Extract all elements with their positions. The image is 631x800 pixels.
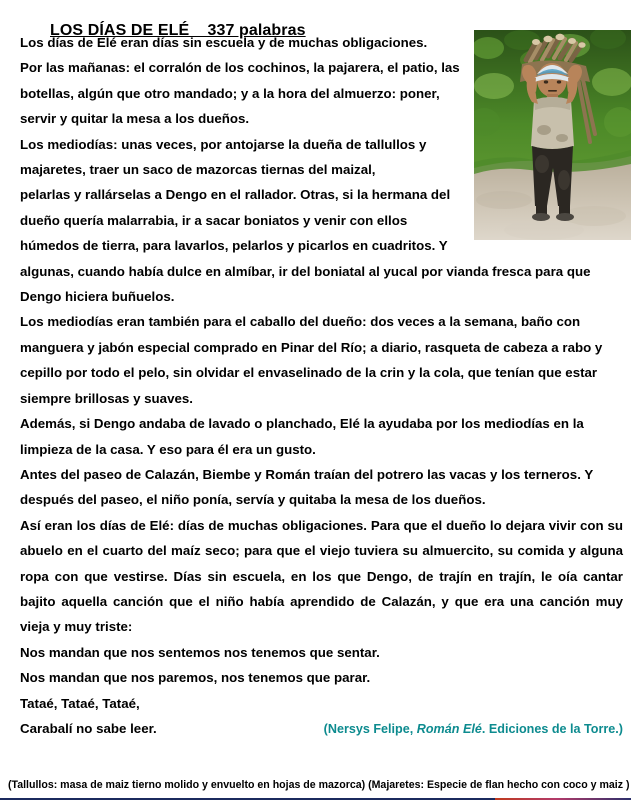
song-line: Nos mandan que nos sentemos nos tenemos que sentar. (20, 644, 380, 660)
boy-carrying-firewood-photo (474, 30, 631, 240)
song-line: Carabalí no sabe leer. (20, 720, 157, 736)
song-line: Nos mandan que nos paremos, nos tenemos que parar. (20, 670, 371, 686)
paragraph: pelarlas y rallárselas a Dengo en el rallador. Otras, si la hermana del dueño quería malarrabia, ir a sacar boniatos y venir con ellos húmedos de tierra, para lavarlos, pelarlos y picarlos en cuadritos. Y algunas, cuando había dulce en almíbar, ir del boniatal al yucal por vianda fresca para que Dengo hiciera buñuelos. (20, 187, 591, 305)
attribution-open: (Nersys Felipe, (323, 721, 417, 736)
paragraph: Además, si Dengo andaba de lavado o planchado, Elé la ayudaba por los mediodías en la limpieza de la casa. Y eso para él era un gusto. (20, 416, 584, 457)
title-row (0, 0, 631, 39)
photo-illustration (474, 30, 631, 240)
paragraph: Los días de Elé eran días sin escuela y de muchas obligaciones. (20, 35, 428, 50)
page-title: LOS DÍAS DE ELÉ 337 palabras (50, 22, 306, 39)
footnote: (Tallullos: masa de maiz tierno molido y envuelto en hojas de mazorca) (Majaretes: Especie de flan hecho con coco y maiz ) (8, 779, 630, 791)
paragraph: Los mediodías eran también para el caballo del dueño: dos veces a la semana, baño con manguera y jabón especial comprado en Pinar del Río; a diario, rasqueta de cabeza a rabo y cepillo por todo el pelo, sin olvidar el envaselinado de la crin y la cola, que tenían que estar siempre brillosas y suaves. (20, 314, 603, 406)
paragraph: Antes del paseo de Calazán, Biembe y Román traían del potrero las vacas y los terneros. Y después del paseo, el niño ponía, servía y quitaba la mesa de los dueños. (20, 466, 593, 508)
song-line: Tataé, Tataé, Tataé, (20, 695, 140, 711)
paragraph: Por las mañanas: el corralón de los cochinos, la pajarera, el patio, las botellas, algún que otro mandado; y a la hora del almuerzo: poner, servir y quitar la mesa a los dueños. (20, 60, 460, 127)
source-attribution (324, 717, 623, 742)
paragraph: Los mediodías: unas veces, por antojarse la dueña de tallullos y majaretes, traer un saco de mazorcas tiernas del maizal, (20, 136, 427, 178)
last-line-row (20, 716, 631, 742)
attribution-work-title: Román Elé (416, 721, 482, 736)
attribution-close: . Ediciones de la Torre.) (481, 721, 623, 736)
paragraph: Así eran los días de Elé: días de muchas obligaciones. Para que el dueño lo dejara vivir con su abuelo en el cuarto del maíz seco; para que el viejo tuviera su almuercito, su comida y alguna ropa con que vestirse. Días sin escuela, en los que Dengo, de trajín en trajín, le oía cantar bajito aquella canción que el niño había aprendido de Calazán, y que era una canción muy vieja y muy triste: (20, 517, 623, 635)
